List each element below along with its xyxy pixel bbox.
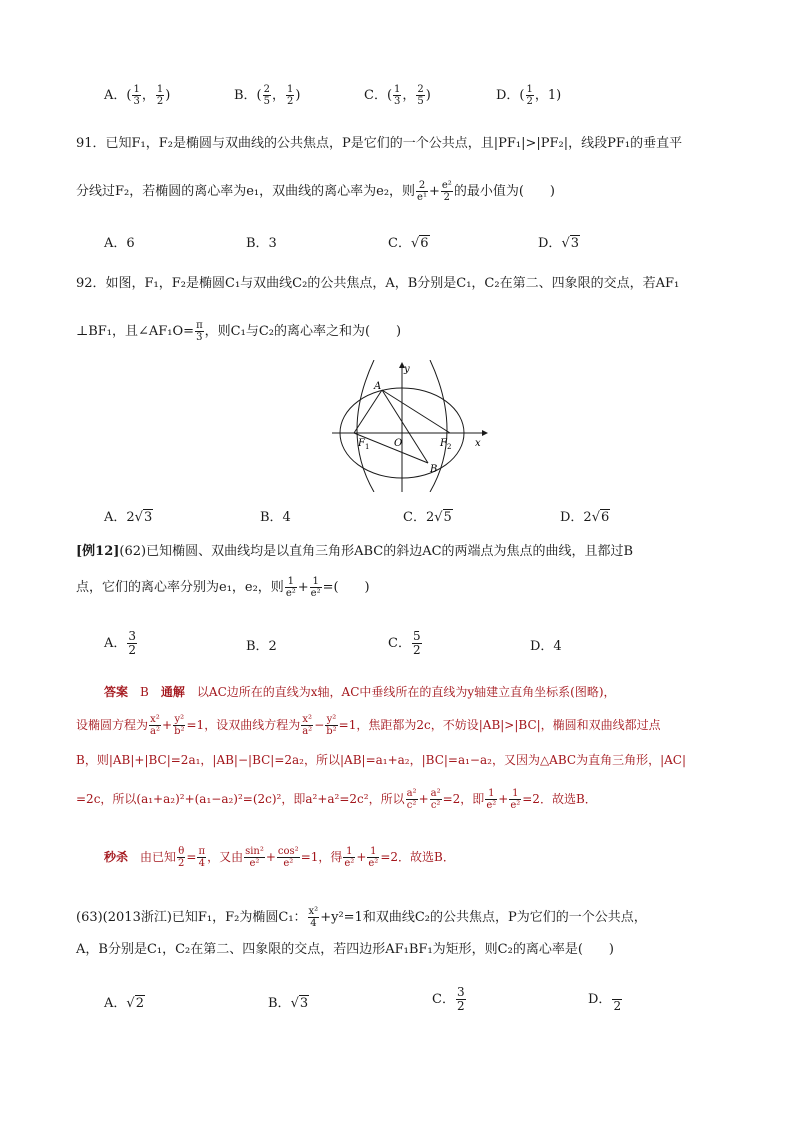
segment-ab: [382, 390, 428, 463]
label-f1-sub: 1: [365, 443, 370, 451]
q92-option-c: C．2√5: [403, 510, 452, 525]
label-f2: F: [440, 438, 447, 449]
answer-line1: 答案 B 通解 以AC边所在的直线为x轴，AC中垂线所在的直线为y轴建立直角坐标系(图略)，: [104, 685, 616, 699]
q63-option-d: D． 2: [588, 986, 623, 1013]
option-b: B．( $\frac{2}{5}$ ， $\frac{1}{2}$ ): [234, 84, 301, 107]
q63-line1: (63)(2013浙江)已知F₁，F₂为椭圆C₁： $\frac{\text{x²}}{4}$ +y²=1和双曲线C₂的公共焦点，P为它们的一个公共点，: [76, 906, 647, 929]
answer-line2: 设椭圆方程为 $\frac{\text{x²}}{\text{a²}}$ + $\frac{\text{y²}}{\text{b²}}$ =1，设双曲线方程为 $\frac{\text{x²}}{\text{a²}}$ − $\frac{\text{y²}}{\text{b²}}$ =1，焦距都为2c，不妨设|AB|>|BC|，椭圆和双曲线都过点: [76, 714, 661, 737]
q91-option-c: C．√6: [388, 236, 429, 251]
q92-line2: ⊥BF₁，且∠AF₁O= $\frac{\pi}{3}$ ，则C₁与C₂的离心率之和为( ): [76, 320, 402, 343]
option-d: D．( $\frac{1}{2}$ ，1): [496, 84, 562, 107]
option-a: A．( $\frac{1}{3}$ ， $\frac{1}{2}$ ): [104, 84, 171, 107]
q91-line1: 91．已知F₁，F₂是椭圆与双曲线的公共焦点，P是它们的一个公共点，且|PF₁|>|PF₂|，线段PF₁的垂直平: [76, 136, 683, 151]
label-o: O: [394, 438, 403, 449]
q63-option-b: B．√3: [268, 996, 309, 1011]
q92-option-d: D．2√6: [560, 510, 610, 525]
label-x: x: [475, 438, 481, 449]
q92-line1: 92．如图，F₁，F₂是椭圆C₁与双曲线C₂的公共焦点，A，B分别是C₁，C₂在第二、四象限的交点，若AF₁: [76, 276, 680, 291]
label-f1: F: [358, 438, 365, 449]
q92-option-b: B．4: [260, 510, 291, 525]
example12-line2: 点，它们的离心率分别为e₁，e₂，则 $\frac{1}{\text{e²}}$ + $\frac{1}{\text{e²}}$ =( ): [76, 576, 370, 599]
example12-option-c: C． $\frac{5}{2}$: [388, 629, 421, 657]
q91-line2: 分线过F₂，若椭圆的离心率为e₁，双曲线的离心率为e₂，则 $\frac{2}{\text{e¹}}$ + $\frac{\text{e²}}{2}$ 的最小值为( ): [76, 180, 555, 203]
label-a: A: [374, 381, 382, 392]
example12-option-a: A． $\frac{3}{2}$: [104, 629, 137, 657]
example12-option-d: D．4: [530, 639, 562, 654]
q91-option-a: A．6: [104, 236, 135, 251]
answer-line3: B，则|AB|+|BC|=2a₁，|AB|−|BC|=2a₂，所以|AB|=a₁+a₂，|BC|=a₁−a₂，又因为△ABC为直角三角形，|AC|: [76, 753, 687, 767]
answer-line4: =2c，所以(a₁+a₂)²+(a₁−a₂)²=(2c)²，即a²+a²=2c²，所以 $\frac{\text{a²}}{\text{c²}}$ + $\frac{\text{a²}}{\text{c²}}$ =2，即 $\frac{1}{\text{e²}}$ + $\frac{1}{\text{e²}}$ =2．故选B．: [76, 788, 597, 811]
option-c: C．( $\frac{1}{3}$ ， $\frac{2}{5}$ ): [364, 84, 431, 107]
q63-line2: A，B分别是C₁，C₂在第二、四象限的交点，若四边形AF₁BF₁为矩形，则C₂的离心率是( ): [76, 942, 614, 957]
q91-option-d: D．√3: [538, 236, 580, 251]
label-b: B: [430, 464, 438, 475]
x-axis-arrow: [482, 430, 488, 436]
quick-solution: 秒杀 由已知 $\frac{\theta}{2}$ = $\frac{\pi}{4}$ ，又由 $\frac{\text{sin²}}{\text{e²}}$ + $\frac{\text{cos²}}{\text{e²}}$ =1，得 $\frac{1}{\text{e²}}$ + $\frac{1}{\text{e²}}$ =2．故选B．: [104, 846, 455, 869]
q63-option-a: A．√2: [104, 996, 144, 1011]
q63-option-c: C． $\frac{3}{2}$: [432, 985, 465, 1013]
example12-line1: [例12](62)已知椭圆、双曲线均是以直角三角形ABC的斜边AC的两端点为焦点的曲线，且都过B: [76, 544, 634, 559]
q92-option-a: A．2√3: [104, 510, 153, 525]
ellipse-hyperbola-figure: [332, 360, 488, 492]
label-y: y: [404, 364, 410, 375]
example12-option-b: B．2: [246, 639, 277, 654]
label-f2-sub: 2: [447, 443, 452, 451]
segment-af2: [382, 390, 450, 433]
q91-option-b: B．3: [246, 236, 277, 251]
